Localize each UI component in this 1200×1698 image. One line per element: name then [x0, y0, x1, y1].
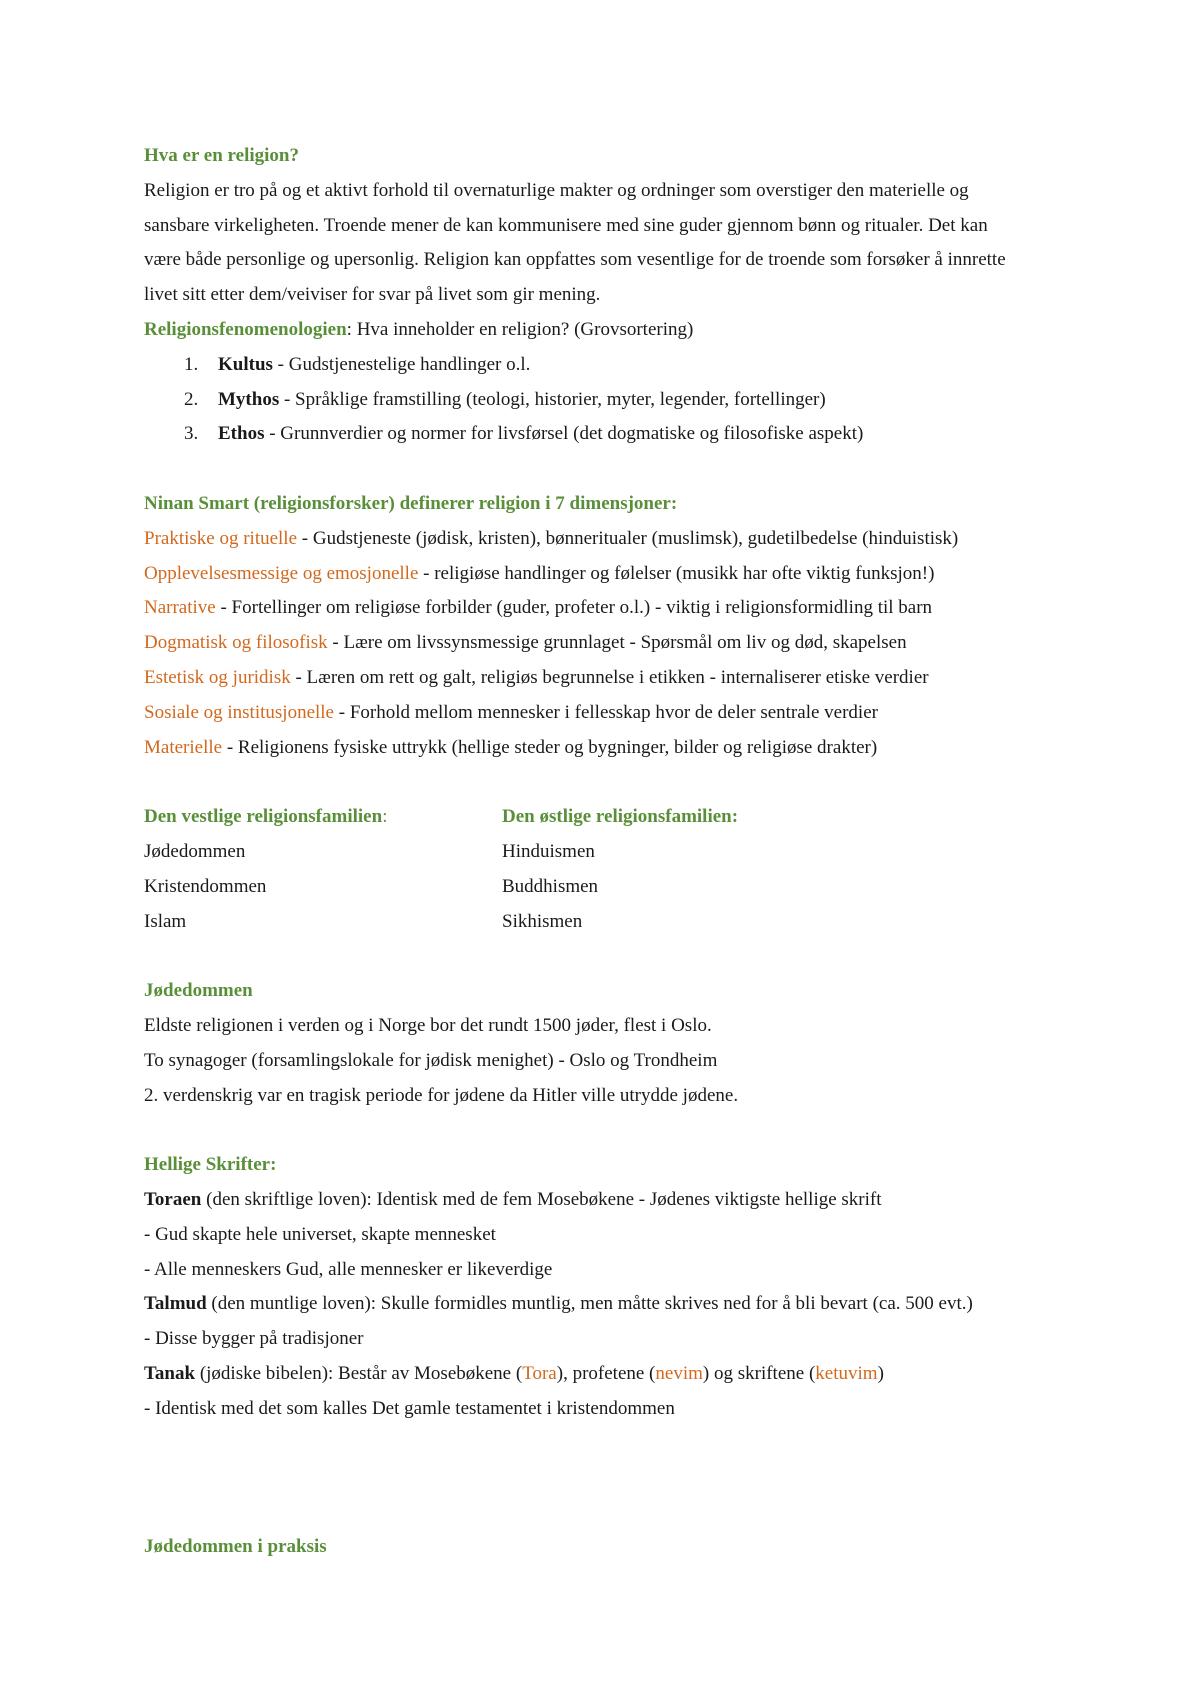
dimension-name: Materielle [144, 736, 223, 758]
phenomenology-line [144, 313, 1064, 348]
list-item [144, 348, 1064, 383]
list-item [144, 383, 1064, 418]
document-content [144, 139, 1064, 1565]
talmud-line: Talmud (den muntlige loven): Skulle formidles muntlig, men måtte skrives ned for å bli bevart (ca. 500 evt.) [144, 1293, 973, 1315]
eastern-family-heading: Den østlige religionsfamilien: [502, 806, 739, 828]
heading-holy-scriptures: Hellige Skrifter: [144, 1154, 277, 1176]
tanak-point: - Identisk med det som kalles Det gamle testamentet i kristendommen [144, 1397, 675, 1419]
dimension-name: Dogmatisk og filosofisk [144, 632, 328, 654]
heading-judaism-practice: Jødedommen i praksis [144, 1536, 327, 1558]
tora-word: Tora [522, 1362, 557, 1384]
intro-line: Religion er tro på og et aktivt forhold til overnaturlige makter og ordninger som overstiger den materielle og [144, 179, 969, 201]
heading-what-is-religion: Hva er en religion? [144, 145, 299, 166]
list-term: Ethos [218, 423, 265, 445]
dimension-item [144, 626, 1064, 661]
blank-line [144, 452, 1064, 487]
dimension-name: Estetisk og juridisk [144, 666, 291, 688]
list-desc: - Grunnverdier og normer for livsførsel (det dogmatiske og filosofiske aspekt) [264, 423, 864, 445]
phenomenology-label: Religionsfenomenologien [144, 318, 347, 340]
intro-line: sansbare virkeligheten. Troende mener de kan kommunisere med sine guder gjennom bønn og ritualer. Det kan [144, 214, 988, 236]
blank-space [144, 1426, 1064, 1530]
blank-line [144, 1113, 1064, 1148]
blank-line [144, 939, 1064, 974]
ketuvim-word: ketuvim [815, 1362, 878, 1384]
tanak-term: Tanak [144, 1362, 196, 1384]
phenomenology-rest: : Hva inneholder en religion? (Grovsortering) [346, 318, 694, 340]
heading-judaism: Jødedommen [144, 980, 253, 1002]
dimension-desc: - Gudstjeneste (jødisk, kristen), bønneritualer (muslimsk), gudetilbedelse (hinduistisk) [297, 527, 959, 549]
heading-smart-dimensions: Ninan Smart (religionsforsker) definerer religion i 7 dimensjoner: [144, 492, 678, 514]
religion-families [144, 800, 1064, 939]
dimension-name: Praktiske og rituelle [144, 527, 298, 549]
torah-point: - Gud skapte hele universet, skapte mennesket [144, 1223, 496, 1245]
list-item: Islam [144, 910, 187, 932]
dimension-item [144, 557, 1064, 592]
western-family [144, 800, 502, 939]
dimension-desc: - religiøse handlinger og følelser (musikk har ofte viktig funksjon!) [418, 562, 935, 584]
list-item [144, 417, 1064, 452]
dimension-name: Narrative [144, 597, 216, 619]
list-term: Kultus [218, 353, 273, 375]
blank-line [144, 765, 1064, 800]
list-item: Hinduismen [502, 840, 595, 862]
dimension-desc: - Fortellinger om religiøse forbilder (guder, profeter o.l.) - viktig i religionsformidling til barn [215, 597, 933, 619]
judaism-line: Eldste religionen i verden og i Norge bor det rundt 1500 jøder, flest i Oslo. [144, 1014, 712, 1036]
list-item: Sikhismen [502, 910, 583, 932]
dimension-item [144, 661, 1064, 696]
intro-line: livet sitt etter dem/veiviser for svar på livet som gir mening. [144, 284, 601, 306]
dimension-desc: - Læren om rett og galt, religiøs begrunnelse i etikken - internaliserer etiske verdier [290, 666, 929, 688]
list-desc: - Gudstjenestelige handlinger o.l. [272, 353, 531, 375]
torah-point: - Alle menneskers Gud, alle mennesker er likeverdige [144, 1258, 553, 1280]
dimension-item [144, 696, 1064, 731]
dimension-name: Opplevelsesmessige og emosjonelle [144, 562, 419, 584]
list-desc: - Språklige framstilling (teologi, historier, myter, legender, fortellinger) [279, 388, 826, 410]
dimension-name: Sosiale og institusjonelle [144, 701, 334, 723]
list-term: Mythos [218, 388, 280, 410]
dimension-item [144, 591, 1064, 626]
intro-line: være både personlige og upersonlig. Religion kan oppfattes som vesentlige for de troende som forsøker å innrette [144, 249, 1006, 271]
talmud-term: Talmud [144, 1293, 207, 1315]
judaism-line: 2. verdenskrig var en tragisk periode for jødene da Hitler ville utrydde jødene. [144, 1084, 739, 1106]
dimension-desc: - Religionens fysiske uttrykk (hellige steder og bygninger, bilder og religiøse drakter) [222, 736, 878, 758]
list-number: 2. [184, 388, 199, 410]
tanak-line: Tanak (jødiske bibelen): Består av Mosebøkene (Tora), profetene (nevim) og skriftene (ketuvim) [144, 1362, 884, 1384]
dimension-desc: - Lære om livssynsmessige grunnlaget - Spørsmål om liv og død, skapelsen [327, 632, 907, 654]
talmud-point: - Disse bygger på tradisjoner [144, 1328, 364, 1350]
torah-line: Toraen (den skriftlige loven): Identisk med de fem Mosebøkene - Jødenes viktigste hellige skrift [144, 1188, 882, 1210]
nevim-word: nevim [655, 1362, 703, 1384]
dimension-item [144, 731, 1064, 766]
dimension-desc: - Forhold mellom mennesker i fellesskap hvor de deler sentrale verdier [334, 701, 878, 723]
torah-term: Toraen [144, 1188, 202, 1210]
list-item: Jødedommen [144, 840, 246, 862]
eastern-family [502, 800, 902, 939]
western-family-heading: Den vestlige religionsfamilien: [144, 806, 388, 828]
judaism-line: To synagoger (forsamlingslokale for jødisk menighet) - Oslo og Trondheim [144, 1049, 718, 1071]
list-number: 3. [184, 423, 199, 445]
list-item: Buddhismen [502, 875, 599, 897]
list-number: 1. [184, 353, 199, 375]
dimension-item [144, 522, 1064, 557]
list-item: Kristendommen [144, 875, 267, 897]
